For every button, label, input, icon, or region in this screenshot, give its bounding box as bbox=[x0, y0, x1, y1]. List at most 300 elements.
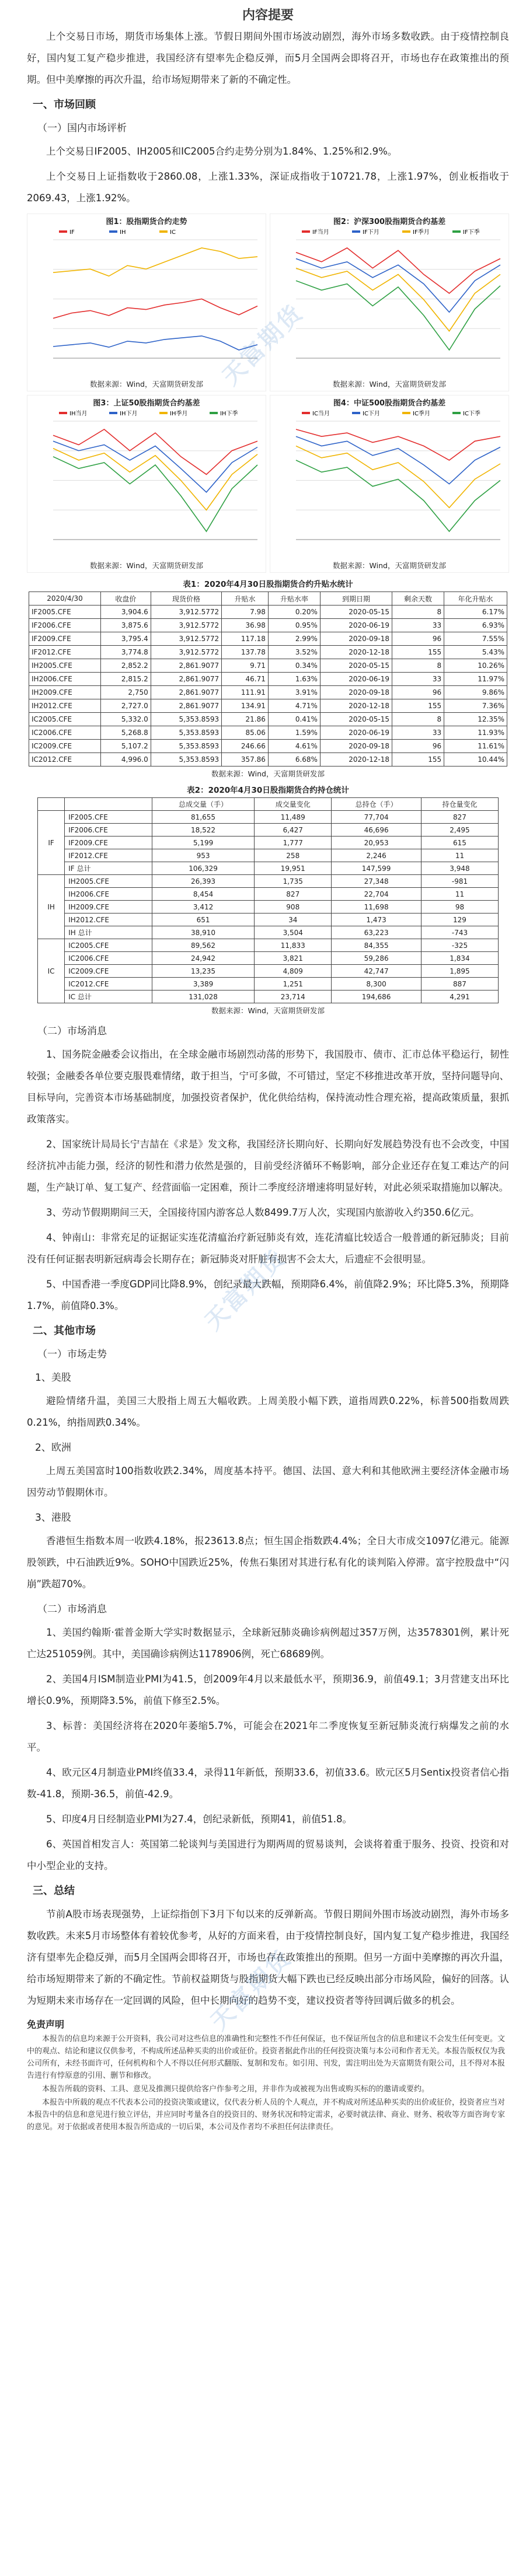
table-cell: 9.71 bbox=[222, 659, 269, 673]
table-cell: 4,809 bbox=[255, 965, 332, 978]
table-row bbox=[38, 952, 499, 965]
legend-swatch bbox=[210, 412, 218, 414]
table-cell: 2020-12-18 bbox=[320, 646, 392, 659]
table-cell: 137.78 bbox=[222, 646, 269, 659]
table-cell: 59,286 bbox=[332, 952, 422, 965]
table-row bbox=[38, 965, 499, 978]
table-cell: 11 bbox=[421, 849, 498, 862]
subsection-domestic-heading: （一）国内市场评析 bbox=[37, 123, 127, 134]
legend-label: IC下季 bbox=[463, 411, 480, 417]
table-cell: 12.35% bbox=[444, 713, 507, 726]
chart-source: 数据来源：Wind，天富期货研发部 bbox=[90, 380, 203, 388]
table-row bbox=[38, 875, 499, 888]
table-cell: 357.86 bbox=[222, 753, 269, 766]
futures-contract-paragraph: 上个交易日IF2005、IH2005和IC2005合约走势分别为1.84%、1.25%和2.9%。 bbox=[46, 146, 398, 157]
table-cell: 96 bbox=[392, 632, 444, 646]
watermark-logo: 天富期货 bbox=[199, 1244, 291, 1336]
legend-label: IF下月 bbox=[363, 229, 379, 236]
europe-heading: 2、欧洲 bbox=[35, 1442, 71, 1454]
legend-swatch bbox=[109, 230, 117, 233]
table-cell: IH2006.CFE bbox=[65, 888, 152, 901]
table-cell: 8 bbox=[392, 659, 444, 673]
legend-swatch bbox=[352, 230, 360, 233]
group-label-cell: IF bbox=[38, 811, 65, 875]
table-cell: 8,300 bbox=[332, 978, 422, 991]
series-line-IC下月 bbox=[296, 436, 500, 484]
table-cell: 4,291 bbox=[421, 991, 498, 1003]
table-row bbox=[38, 914, 499, 926]
table-cell: 134.91 bbox=[222, 699, 269, 713]
series-line-IF bbox=[53, 299, 257, 318]
table-header-cell: 总持仓（手） bbox=[332, 798, 422, 811]
table-cell: 3,904.6 bbox=[101, 606, 151, 619]
table-cell: 2.99% bbox=[268, 632, 320, 646]
legend-label: IF季月 bbox=[413, 229, 430, 236]
table-row bbox=[38, 811, 499, 824]
table-cell: 4.61% bbox=[268, 740, 320, 753]
table-header-cell: 2020/4/30 bbox=[29, 592, 101, 606]
table-header-cell: 剩余天数 bbox=[392, 592, 444, 606]
table-cell: 3,795.4 bbox=[101, 632, 151, 646]
table-cell: 6.68% bbox=[268, 753, 320, 766]
table-cell: 3,912.5772 bbox=[151, 632, 221, 646]
table-cell: 5,268.8 bbox=[101, 726, 151, 740]
table-cell: IC2005.CFE bbox=[65, 939, 152, 952]
summary-conclusion-paragraph: 节前A股市场表现强势，上证综指创下3月下旬以来的反弹新高。节假日期间外围市场波动剧烈，海外市场多数收跌。未来5月市场整体有着较优参考，从好的方面来看，由于疫情控制良好，国内复工复产稳步推进，我国经济有望率先企稳反弹，而5月全国两会即将召开，市场也存在政策推出的预期。但另一方面中美摩擦的再次升温，给市场短期带来了新的不确定性。节前权益期货与股指期货大幅下跌也已经反映出部分市场风险，偏好的回落。认为短期未来市场存在一定回调的风险，但中长期向好的趋势不变，建议投资者等待回调后做多的机会。 bbox=[27, 1909, 509, 2006]
chart-2 bbox=[270, 214, 509, 391]
table-header-cell bbox=[38, 798, 65, 811]
table-header-cell: 总成交量（手） bbox=[152, 798, 254, 811]
series-line-IF下月 bbox=[296, 258, 500, 312]
chart-plot bbox=[275, 226, 505, 374]
table-row bbox=[38, 978, 499, 991]
series-line-IC季月 bbox=[296, 446, 500, 508]
table-cell: IF2006.CFE bbox=[29, 619, 101, 632]
table-cell: 6.93% bbox=[444, 619, 507, 632]
legend-label: IH下季 bbox=[220, 411, 238, 417]
subsection-market-news-heading: （二）市场消息 bbox=[37, 1026, 107, 1037]
group-label-cell: IC bbox=[38, 939, 65, 1003]
table-cell: IH2005.CFE bbox=[29, 659, 101, 673]
legend-label: IC bbox=[170, 229, 176, 236]
hk-stocks-paragraph: 香港恒生指数本周一收跌4.18%，报23613.8点；恒生国企指数跌4.4%；全日大市成交1097亿港元。能源股领跌，中石油跌近9%。SOHO中国跌近25%，传焦石集团对其进行私有化的谈判陷入停滞。富宇控股盘中“闪崩”跌超70%。 bbox=[27, 1535, 509, 1590]
legend-swatch bbox=[59, 412, 67, 414]
legend-swatch bbox=[402, 412, 410, 414]
legend-swatch bbox=[452, 412, 461, 414]
europe-paragraph: 上周五美国富时100指数收跌2.34%，周度基本持平。德国、法国、意大利和其他欧洲主要经济体金融市场因劳动节假期休市。 bbox=[27, 1465, 509, 1498]
chart-plot bbox=[32, 407, 262, 556]
global-news-item: 5、印度4月日经制造业PMI为27.4，创纪录新低，预期41，前值51.8。 bbox=[46, 1814, 353, 1825]
table-cell: IC2005.CFE bbox=[29, 713, 101, 726]
table-cell: IF2009.CFE bbox=[65, 836, 152, 849]
table-cell: 258 bbox=[255, 849, 332, 862]
table-cell: 26,393 bbox=[152, 875, 254, 888]
table-cell: 20,953 bbox=[332, 836, 422, 849]
table-cell: IH2006.CFE bbox=[29, 673, 101, 686]
table-header-cell bbox=[65, 798, 152, 811]
series-line-IF季月 bbox=[296, 268, 500, 331]
table-cell: 98 bbox=[421, 901, 498, 914]
legend-swatch bbox=[302, 230, 310, 233]
table-cell: IF2012.CFE bbox=[29, 646, 101, 659]
table-cell: 5,353.8593 bbox=[151, 753, 221, 766]
chart-source: 数据来源：Wind，天富期货研发部 bbox=[90, 561, 203, 570]
table-cell: 11,698 bbox=[332, 901, 422, 914]
table-cell: 19,951 bbox=[255, 862, 332, 875]
table-cell: 10.26% bbox=[444, 659, 507, 673]
table-cell: 1.63% bbox=[268, 673, 320, 686]
table-cell: 5,199 bbox=[152, 836, 254, 849]
table-cell: 2,861.9077 bbox=[151, 686, 221, 699]
table-cell: IC2009.CFE bbox=[29, 740, 101, 753]
section-market-review-heading: 一、市场回顾 bbox=[33, 99, 96, 111]
table-cell: 3,412 bbox=[152, 901, 254, 914]
global-news-item: 4、欧元区4月制造业PMI终值33.4，录得11年新低，预期33.6，初值33.6。欧元区5月Sentix投资者信心指数-41.8，预期-36.5，前值-42.9。 bbox=[27, 1767, 509, 1800]
summary-paragraph: 上个交易日市场，期货市场集体上涨。节假日期间外围市场波动剧烈，海外市场多数收跌。由于疫情控制良好，国内复工复产稳步推进，我国经济有望率先企稳反弹，而5月全国两会即将召开，市场也存在政策推出的预期。但中美摩擦的再次升温，给市场短期带来了新的不确定性。 bbox=[27, 31, 509, 85]
table-cell: 2,861.9077 bbox=[151, 699, 221, 713]
table-cell: 2,861.9077 bbox=[151, 673, 221, 686]
table-cell: 2020-09-18 bbox=[320, 632, 392, 646]
table-cell: 887 bbox=[421, 978, 498, 991]
table-cell: 5.43% bbox=[444, 646, 507, 659]
table-header-cell: 年化升贴水 bbox=[444, 592, 507, 606]
position-table bbox=[37, 797, 499, 1003]
table-cell: 111.91 bbox=[222, 686, 269, 699]
table-row bbox=[38, 926, 499, 939]
table-cell: 11,489 bbox=[255, 811, 332, 824]
table-row bbox=[29, 699, 507, 713]
table-cell: 5,353.8593 bbox=[151, 713, 221, 726]
table-cell: 147,599 bbox=[332, 862, 422, 875]
legend-swatch bbox=[402, 230, 410, 233]
table-cell: 24,942 bbox=[152, 952, 254, 965]
legend-label: IH bbox=[120, 229, 126, 236]
table-cell: IC2006.CFE bbox=[65, 952, 152, 965]
table-cell: IH2012.CFE bbox=[29, 699, 101, 713]
table-header-row bbox=[38, 798, 499, 811]
table-header-cell: 到期日期 bbox=[320, 592, 392, 606]
table-cell: IH2012.CFE bbox=[65, 914, 152, 926]
table-cell: 11.61% bbox=[444, 740, 507, 753]
table-cell: 3,504 bbox=[255, 926, 332, 939]
global-news-item: 2、美国4月ISM制造业PMI为41.5，创2009年4月以来最低水平，预期36.9，前值49.1；3月营建支出环比增长0.9%，预期降3.5%，前值下修至2.5%。 bbox=[27, 1674, 509, 1706]
table-cell: 2,815.2 bbox=[101, 673, 151, 686]
legend-swatch bbox=[159, 230, 168, 233]
chart-plot bbox=[275, 407, 505, 556]
table-cell: 36.98 bbox=[222, 619, 269, 632]
section-summary-heading: 三、总结 bbox=[33, 1885, 75, 1897]
table-cell: 131,028 bbox=[152, 991, 254, 1003]
series-line-IF下季 bbox=[296, 281, 500, 350]
table-row bbox=[38, 836, 499, 849]
table-row bbox=[29, 726, 507, 740]
legend-label: IC季月 bbox=[413, 411, 430, 417]
table-cell: 2020-12-18 bbox=[320, 699, 392, 713]
table-cell: 827 bbox=[255, 888, 332, 901]
table-row bbox=[38, 862, 499, 875]
chart-grid bbox=[27, 214, 509, 573]
table-cell: 11.93% bbox=[444, 726, 507, 740]
table-cell: 34 bbox=[255, 914, 332, 926]
table-header-cell: 持仓量变化 bbox=[421, 798, 498, 811]
table-cell: 2,495 bbox=[421, 824, 498, 836]
table-row bbox=[29, 659, 507, 673]
table-cell: 6,427 bbox=[255, 824, 332, 836]
table-cell: 2020-06-19 bbox=[320, 673, 392, 686]
table-cell: 2,246 bbox=[332, 849, 422, 862]
table-cell: 2020-12-18 bbox=[320, 753, 392, 766]
table-cell: 827 bbox=[421, 811, 498, 824]
us-stocks-paragraph: 避险情绪升温，美国三大股指上周五大幅收跌。上周美股小幅下跌，道指周跌0.22%，标普500指数周跌0.21%，纳指周跌0.34%。 bbox=[27, 1395, 509, 1428]
table-cell: IF2009.CFE bbox=[29, 632, 101, 646]
table-cell: 5,353.8593 bbox=[151, 726, 221, 740]
chart-title: 图2：沪深300股指期货合约基差 bbox=[333, 218, 446, 226]
chart-source: 数据来源：Wind，天富期货研发部 bbox=[333, 561, 446, 570]
table-cell: 8 bbox=[392, 713, 444, 726]
table-cell: 3,821 bbox=[255, 952, 332, 965]
table-cell: 81,655 bbox=[152, 811, 254, 824]
group-label-cell: IH bbox=[38, 875, 65, 939]
legend-label: IH季月 bbox=[170, 411, 188, 417]
disclaimer-heading: 免责声明 bbox=[27, 2019, 65, 2030]
table-cell: 96 bbox=[392, 686, 444, 699]
table-cell: 33 bbox=[392, 726, 444, 740]
table-row bbox=[38, 849, 499, 862]
table-cell: 77,704 bbox=[332, 811, 422, 824]
table-cell: 46.71 bbox=[222, 673, 269, 686]
table-cell: IF2005.CFE bbox=[65, 811, 152, 824]
table-cell: 4.71% bbox=[268, 699, 320, 713]
global-news-item: 1、美国约翰斯·霍普金斯大学实时数据显示，全球新冠肺炎确诊病例超过357万例，达3578301例，累计死亡达251059例。其中，美国确诊病例达1178906例，死亡68689例。 bbox=[27, 1627, 509, 1660]
disclaimer-paragraph: 本报告的信息均来源于公开资料，我公司对这些信息的准确性和完整性不作任何保证，也不保证所包含的信息和建议不会发生任何变更。文中的观点、结论和建议仅供参考，不构成所述品种买卖的出价或征价。投资者据此作出的任何投资决策与本公司和作者无关。本报告版权仅为我公司所有，未经书面许可，任何机构和个人不得以任何形式翻版、复制和发布。如引用、刊发，需注明出处为天富期货有限公司，且不得对本报告进行有悖原意的引用、删节和修改。 bbox=[27, 2035, 506, 2080]
table-cell: 33 bbox=[392, 673, 444, 686]
disclaimer-paragraph: 本报告中所载的观点不代表本公司的投资决策或建议，仅代表分析人员的个人观点，并不构成对所述品种买卖的出价或征价，投资者应当对本报告中的信息和意见进行独立评估，并应同时考量各自的投资目的、财务状况和特定需求，必要时就法律、商业、财务、税收等方面咨询专家的意见。对于依据或者使用本报告所造成的一切后果，本公司及作者均不承担任何法律责任。 bbox=[27, 2098, 506, 2132]
table-cell: 155 bbox=[392, 753, 444, 766]
legend-label: IF下季 bbox=[463, 229, 480, 236]
table-cell: 33 bbox=[392, 619, 444, 632]
legend-swatch bbox=[302, 412, 310, 414]
table-cell: -743 bbox=[421, 926, 498, 939]
table-cell: 2020-05-15 bbox=[320, 713, 392, 726]
table-cell: 46,696 bbox=[332, 824, 422, 836]
table-row bbox=[29, 619, 507, 632]
legend-label: IF bbox=[69, 229, 75, 236]
report-content bbox=[27, 0, 509, 2134]
table-cell: 155 bbox=[392, 699, 444, 713]
table-cell: IF2006.CFE bbox=[65, 824, 152, 836]
table-header-row bbox=[29, 592, 507, 606]
legend-swatch bbox=[59, 230, 67, 233]
global-news-item: 6、英国首相发言人：英国第二轮谈判与美国进行为期两周的贸易谈判，会谈将着重于服务、投资、投资和对中小型企业的支持。 bbox=[27, 1839, 509, 1871]
table-cell: 3,912.5772 bbox=[151, 646, 221, 659]
legend-label: IF当月 bbox=[312, 229, 329, 236]
legend-swatch bbox=[452, 230, 461, 233]
table-row bbox=[29, 673, 507, 686]
table-cell: 42,747 bbox=[332, 965, 422, 978]
basis-table bbox=[29, 592, 507, 766]
table-cell: IC2012.CFE bbox=[65, 978, 152, 991]
series-line-IC bbox=[53, 248, 257, 276]
chart-plot bbox=[32, 226, 262, 374]
table-header-cell: 收盘价 bbox=[101, 592, 151, 606]
legend-swatch bbox=[159, 412, 168, 414]
legend-label: IC当月 bbox=[312, 411, 330, 417]
table-cell: 89,562 bbox=[152, 939, 254, 952]
table-cell: 38,910 bbox=[152, 926, 254, 939]
table-cell: 8 bbox=[392, 606, 444, 619]
table-cell: 2020-05-15 bbox=[320, 659, 392, 673]
table-cell: 21.86 bbox=[222, 713, 269, 726]
table-cell: IH2005.CFE bbox=[65, 875, 152, 888]
table2-source: 数据来源：Wind，天富期货研发部 bbox=[211, 1006, 325, 1015]
table-cell: 129 bbox=[421, 914, 498, 926]
table-cell: 22,704 bbox=[332, 888, 422, 901]
news-item: 5、中国香港一季度GDP同比降8.9%，创纪录最大跌幅，预期降6.4%，前值降2.9%；环比降5.3%，预期降1.7%，前值降0.3%。 bbox=[27, 1279, 509, 1311]
table-cell: 63,223 bbox=[332, 926, 422, 939]
table-row bbox=[38, 939, 499, 952]
table1-title: 表1：2020年4月30日股指期货合约升贴水统计 bbox=[183, 580, 353, 589]
table-row bbox=[38, 991, 499, 1003]
table-row bbox=[38, 901, 499, 914]
chart-title: 图3：上证50股指期货合约基差 bbox=[93, 399, 200, 408]
table-cell: 27,348 bbox=[332, 875, 422, 888]
table-cell: 1,834 bbox=[421, 952, 498, 965]
chart-source: 数据来源：Wind，天富期货研发部 bbox=[333, 380, 446, 388]
table-cell: 3.52% bbox=[268, 646, 320, 659]
table-cell: 1,473 bbox=[332, 914, 422, 926]
table-cell: 3.91% bbox=[268, 686, 320, 699]
table-cell: 4,996.0 bbox=[101, 753, 151, 766]
news-item: 4、钟南山：非常充足的证据证实连花清瘟治疗新冠肺炎有效，连花清瘟比较适合一般普通的新冠肺炎；目前没有任何证据表明新冠病毒会长期存在；新冠肺炎对肝脏有损害不会太大，后遗症不会很明显。 bbox=[27, 1232, 509, 1265]
table-cell: 5,107.2 bbox=[101, 740, 151, 753]
table-cell: 3,875.6 bbox=[101, 619, 151, 632]
series-line-IH下月 bbox=[53, 441, 257, 492]
watermark-logo: 天富期货 bbox=[205, 1944, 297, 2036]
table-cell: IF2005.CFE bbox=[29, 606, 101, 619]
table-cell: 2,750 bbox=[101, 686, 151, 699]
table-cell: IC2009.CFE bbox=[65, 965, 152, 978]
table-cell: 7.55% bbox=[444, 632, 507, 646]
table-cell: 3,912.5772 bbox=[151, 606, 221, 619]
table-header-cell: 成交量变化 bbox=[255, 798, 332, 811]
series-line-IH bbox=[53, 336, 257, 350]
subsection-market-trend-heading: （一）市场走势 bbox=[37, 1349, 107, 1360]
table-cell: 3,389 bbox=[152, 978, 254, 991]
table-cell: 0.34% bbox=[268, 659, 320, 673]
table-cell: 0.20% bbox=[268, 606, 320, 619]
legend-label: IC下月 bbox=[363, 411, 380, 417]
table-cell: IH2009.CFE bbox=[29, 686, 101, 699]
table-cell: 5,332.0 bbox=[101, 713, 151, 726]
table-header-cell: 升贴水率 bbox=[268, 592, 320, 606]
page-title: 内容提要 bbox=[242, 8, 294, 23]
table-cell: 2020-09-18 bbox=[320, 686, 392, 699]
table-cell: IF 总计 bbox=[65, 862, 152, 875]
table-cell: 9.86% bbox=[444, 686, 507, 699]
table-cell: 11 bbox=[421, 888, 498, 901]
table-cell: 3,912.5772 bbox=[151, 619, 221, 632]
table-cell: 194,686 bbox=[332, 991, 422, 1003]
table-row bbox=[29, 753, 507, 766]
table-cell: 3,774.8 bbox=[101, 646, 151, 659]
table-cell: 10.44% bbox=[444, 753, 507, 766]
table-cell: 2020-06-19 bbox=[320, 726, 392, 740]
chart-title: 图1：股指期货合约走势 bbox=[106, 218, 187, 226]
table-cell: 2,852.2 bbox=[101, 659, 151, 673]
news-item: 2、国家统计局局长宁吉喆在《求是》发文称，我国经济长期向好、长期向好发展趋势没有也不会改变，中国经济抗冲击能力强，经济的韧性和潜力依然是强的，目前受经济循环不畅影响，部分企业还存在复工难达产的问题，生产缺订单、复工复产、经营面临一定困难，预计二季度经济增速将明显好转，对此必须采取措施加以解决。 bbox=[27, 1139, 509, 1193]
legend-label: IH下月 bbox=[120, 411, 138, 417]
table-cell: 2,861.9077 bbox=[151, 659, 221, 673]
table-cell: 0.41% bbox=[268, 713, 320, 726]
chart-1 bbox=[27, 214, 266, 391]
table-header-cell: 现货价格 bbox=[151, 592, 221, 606]
table-cell: 155 bbox=[392, 646, 444, 659]
table-cell: 1,777 bbox=[255, 836, 332, 849]
table-cell: 85.06 bbox=[222, 726, 269, 740]
table-cell: 84,355 bbox=[332, 939, 422, 952]
table-cell: 18,522 bbox=[152, 824, 254, 836]
table-cell: 5,353.8593 bbox=[151, 740, 221, 753]
legend-swatch bbox=[352, 412, 360, 414]
table-cell: IC2006.CFE bbox=[29, 726, 101, 740]
index-close-paragraph: 上个交易日上证指数收于2860.08，上涨1.33%，深证成指收于10721.78，上涨1.97%，创业板指收于2069.43，上涨1.92%。 bbox=[27, 171, 509, 204]
table-cell: IH 总计 bbox=[65, 926, 152, 939]
table-cell: 2020-05-15 bbox=[320, 606, 392, 619]
table-cell: 2,727.0 bbox=[101, 699, 151, 713]
disclaimer-paragraph: 本报告所载的资料、工具、意见及推测只提供给客户作参考之用，并非作为或被视为出售或购买标的的邀请或要约。 bbox=[42, 2085, 430, 2094]
watermark-logo: 天富期货 bbox=[217, 299, 309, 391]
table-cell: 908 bbox=[255, 901, 332, 914]
table-cell: IC 总计 bbox=[65, 991, 152, 1003]
global-news-item: 3、标普：美国经济将在2020年萎缩5.7%，可能会在2021年二季度恢复至新冠肺炎流行病爆发之前的水平。 bbox=[27, 1720, 509, 1753]
table-cell: IC2012.CFE bbox=[29, 753, 101, 766]
table-cell: 13,235 bbox=[152, 965, 254, 978]
legend-swatch bbox=[109, 412, 117, 414]
table-row bbox=[38, 888, 499, 901]
legend-label: IH当月 bbox=[69, 411, 88, 417]
table-cell: 2020-09-18 bbox=[320, 740, 392, 753]
table-cell: 8,454 bbox=[152, 888, 254, 901]
series-line-IH季月 bbox=[53, 449, 257, 510]
hk-stocks-heading: 3、港股 bbox=[35, 1512, 71, 1524]
table-cell: 1,251 bbox=[255, 978, 332, 991]
us-stocks-heading: 1、美股 bbox=[35, 1372, 71, 1384]
table-cell: -325 bbox=[421, 939, 498, 952]
series-line-IC下季 bbox=[296, 460, 500, 531]
table-cell: 246.66 bbox=[222, 740, 269, 753]
table-cell: 2020-06-19 bbox=[320, 619, 392, 632]
chart-title: 图4：中证500股指期货合约基差 bbox=[333, 399, 446, 408]
news-item: 1、国务院金融委会议指出，在全球金融市场剧烈动荡的形势下，我国股市、债市、汇市总体平稳运行，韧性较强；金融委各单位要克服畏难情绪，敢于担当，宁可多做，不可错过，坚定不移推进改革开放，坚持问题导向、目标导向，完善资本市场基础制度，加强投资者保护，优化供给结构，保持流动性合理充裕，提高政策质量，狠抓政策落实。 bbox=[27, 1049, 509, 1125]
table-cell: 96 bbox=[392, 740, 444, 753]
table-cell: 1.59% bbox=[268, 726, 320, 740]
table-cell: 106,329 bbox=[152, 862, 254, 875]
table-cell: 3,948 bbox=[421, 862, 498, 875]
table-cell: IH2009.CFE bbox=[65, 901, 152, 914]
table-cell: 11,833 bbox=[255, 939, 332, 952]
table-row bbox=[29, 632, 507, 646]
table-row bbox=[29, 686, 507, 699]
table-cell: IF2012.CFE bbox=[65, 849, 152, 862]
chart-4 bbox=[270, 395, 509, 573]
subsection-global-news-heading: （二）市场消息 bbox=[37, 1604, 107, 1615]
table-cell: 23,714 bbox=[255, 991, 332, 1003]
table-cell: 651 bbox=[152, 914, 254, 926]
section-other-markets-heading: 二、其他市场 bbox=[33, 1325, 96, 1337]
chart-3 bbox=[27, 395, 266, 573]
table-row bbox=[29, 713, 507, 726]
table-cell: 1,735 bbox=[255, 875, 332, 888]
